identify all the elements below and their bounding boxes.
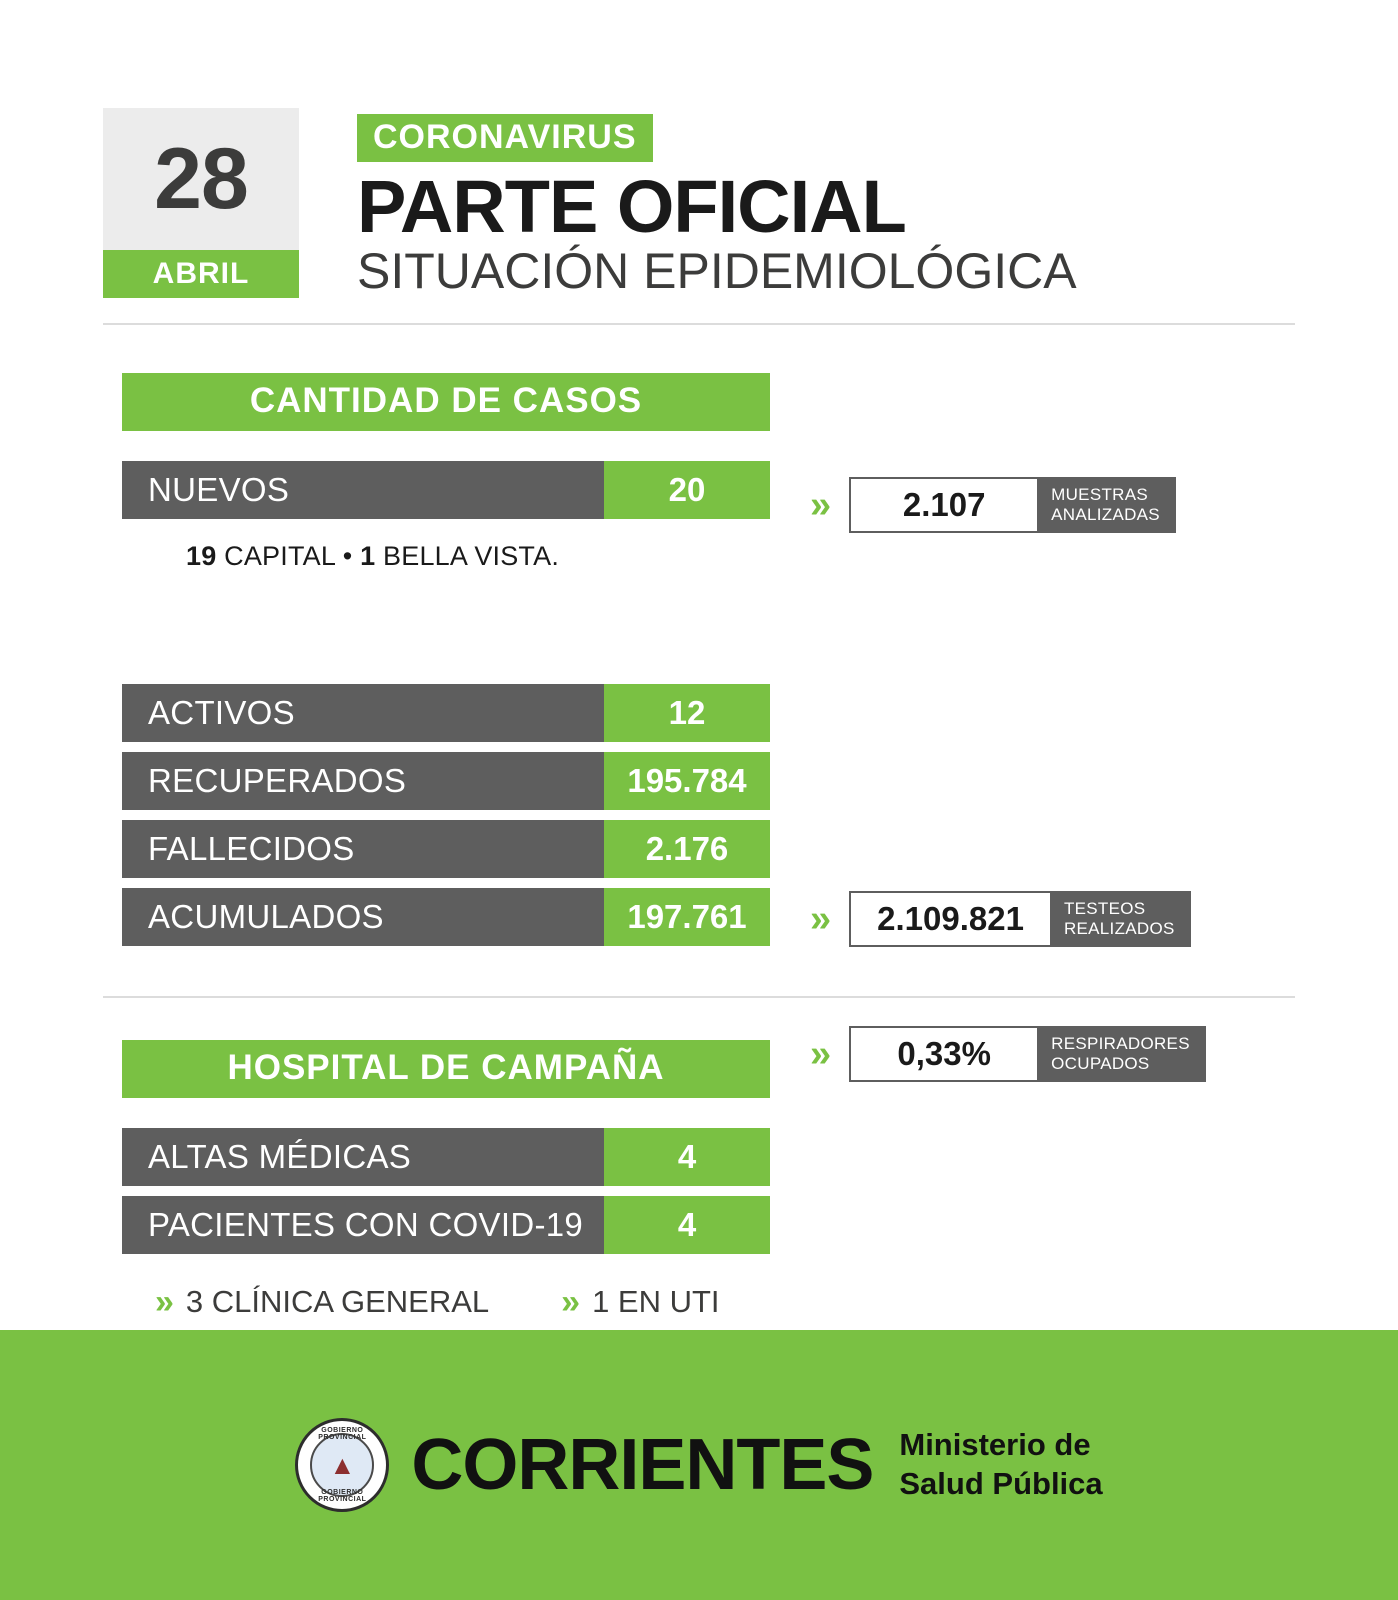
samples-number: 2.107 [851, 479, 1037, 531]
row-recuperados-value: 195.784 [604, 752, 770, 810]
row-altas-medicas [122, 1128, 770, 1186]
summary-rows [122, 684, 1398, 946]
row-altas-medicas-value: 4 [604, 1128, 770, 1186]
samples-caption-line2: ANALIZADAS [1051, 505, 1160, 524]
header [0, 0, 1398, 299]
tests-number: 2.109.821 [851, 893, 1050, 945]
row-pacientes-covid [122, 1196, 770, 1254]
row-nuevos-label: NUEVOS [122, 461, 604, 519]
seal-text-bottom: GOBIERNO PROVINCIAL [318, 1489, 367, 1503]
row-nuevos-value: 20 [604, 461, 770, 519]
ministry-line1: Ministerio de [899, 1427, 1091, 1463]
page-title: PARTE OFICIAL [357, 165, 906, 248]
samples-chip [849, 477, 1176, 533]
tests-caption-line1: TESTEOS [1063, 899, 1146, 919]
row-acumulados-label: ACUMULADOS [122, 888, 604, 946]
note-bellavista-count: 1 [360, 540, 376, 571]
respirators-caption-line2: OCUPADOS [1051, 1054, 1150, 1073]
row-nuevos [122, 461, 770, 519]
samples-caption-line1: MUESTRAS [1051, 485, 1148, 505]
hospital-detail [155, 1284, 1398, 1320]
ministry-name [899, 1426, 1102, 1504]
tests-chip-line [810, 891, 1191, 947]
title-block [357, 108, 1077, 299]
chevron-right-icon: » [810, 484, 826, 526]
row-fallecidos-label: FALLECIDOS [122, 820, 604, 878]
new-cases-rows [122, 461, 1398, 519]
respirators-caption [1037, 1028, 1204, 1080]
respirators-caption-line1: RESPIRADORES [1051, 1034, 1190, 1054]
row-recuperados-label: RECUPERADOS [122, 752, 604, 810]
hospital-detail-clinica: 3 CLÍNICA GENERAL [185, 1283, 490, 1319]
tests-caption-line2: REALIZADOS [1063, 919, 1175, 938]
section-divider [103, 996, 1295, 998]
section-heading-hospital: HOSPITAL DE CAMPAÑA [122, 1040, 770, 1098]
respirators-chip-line [810, 1026, 1206, 1082]
row-acumulados [122, 888, 770, 946]
chevron-right-icon: » [155, 1282, 168, 1321]
coronavirus-tag: CORONAVIRUS [357, 114, 653, 162]
date-box [103, 108, 299, 298]
row-activos-label: ACTIVOS [122, 684, 604, 742]
chevron-right-icon: » [561, 1282, 575, 1321]
note-capital-label: CAPITAL • [216, 540, 361, 571]
hospital-rows [122, 1128, 1398, 1254]
row-activos [122, 684, 770, 742]
date-month: ABRIL [103, 250, 299, 298]
note-capital-count: 19 [186, 540, 217, 571]
row-acumulados-value: 197.761 [604, 888, 770, 946]
page-subtitle: SITUACIÓN EPIDEMIOLÓGICA [357, 242, 1077, 299]
row-pacientes-covid-value: 4 [604, 1196, 770, 1254]
row-recuperados [122, 752, 770, 810]
header-divider [103, 323, 1295, 325]
samples-chip-line [810, 477, 1176, 533]
samples-caption [1037, 479, 1174, 531]
date-day: 28 [103, 108, 299, 250]
ministry-line2: Salud Pública [899, 1466, 1103, 1501]
row-pacientes-covid-label: PACIENTES CON COVID-19 [122, 1196, 604, 1254]
new-cases-note [186, 541, 1398, 572]
seal-emblem-icon: ▲ [310, 1433, 374, 1497]
respirators-number: 0,33% [851, 1028, 1037, 1080]
respirators-chip [849, 1026, 1206, 1082]
government-seal-icon [295, 1418, 389, 1512]
tests-caption [1050, 893, 1189, 945]
row-activos-value: 12 [604, 684, 770, 742]
seal-text-top: GOBIERNO PROVINCIAL [318, 1427, 367, 1441]
row-fallecidos [122, 820, 770, 878]
chevron-right-icon: » [810, 898, 826, 940]
footer [0, 1330, 1398, 1600]
hospital-detail-uti: 1 EN UTI [592, 1283, 720, 1319]
row-altas-medicas-label: ALTAS MÉDICAS [122, 1128, 604, 1186]
chevron-right-icon: » [810, 1033, 826, 1075]
note-bellavista-label: BELLA VISTA. [375, 540, 560, 571]
brand-name: CORRIENTES [411, 1425, 874, 1505]
row-fallecidos-value: 2.176 [604, 820, 770, 878]
tests-chip [849, 891, 1191, 947]
section-heading-cases: CANTIDAD DE CASOS [122, 373, 770, 431]
